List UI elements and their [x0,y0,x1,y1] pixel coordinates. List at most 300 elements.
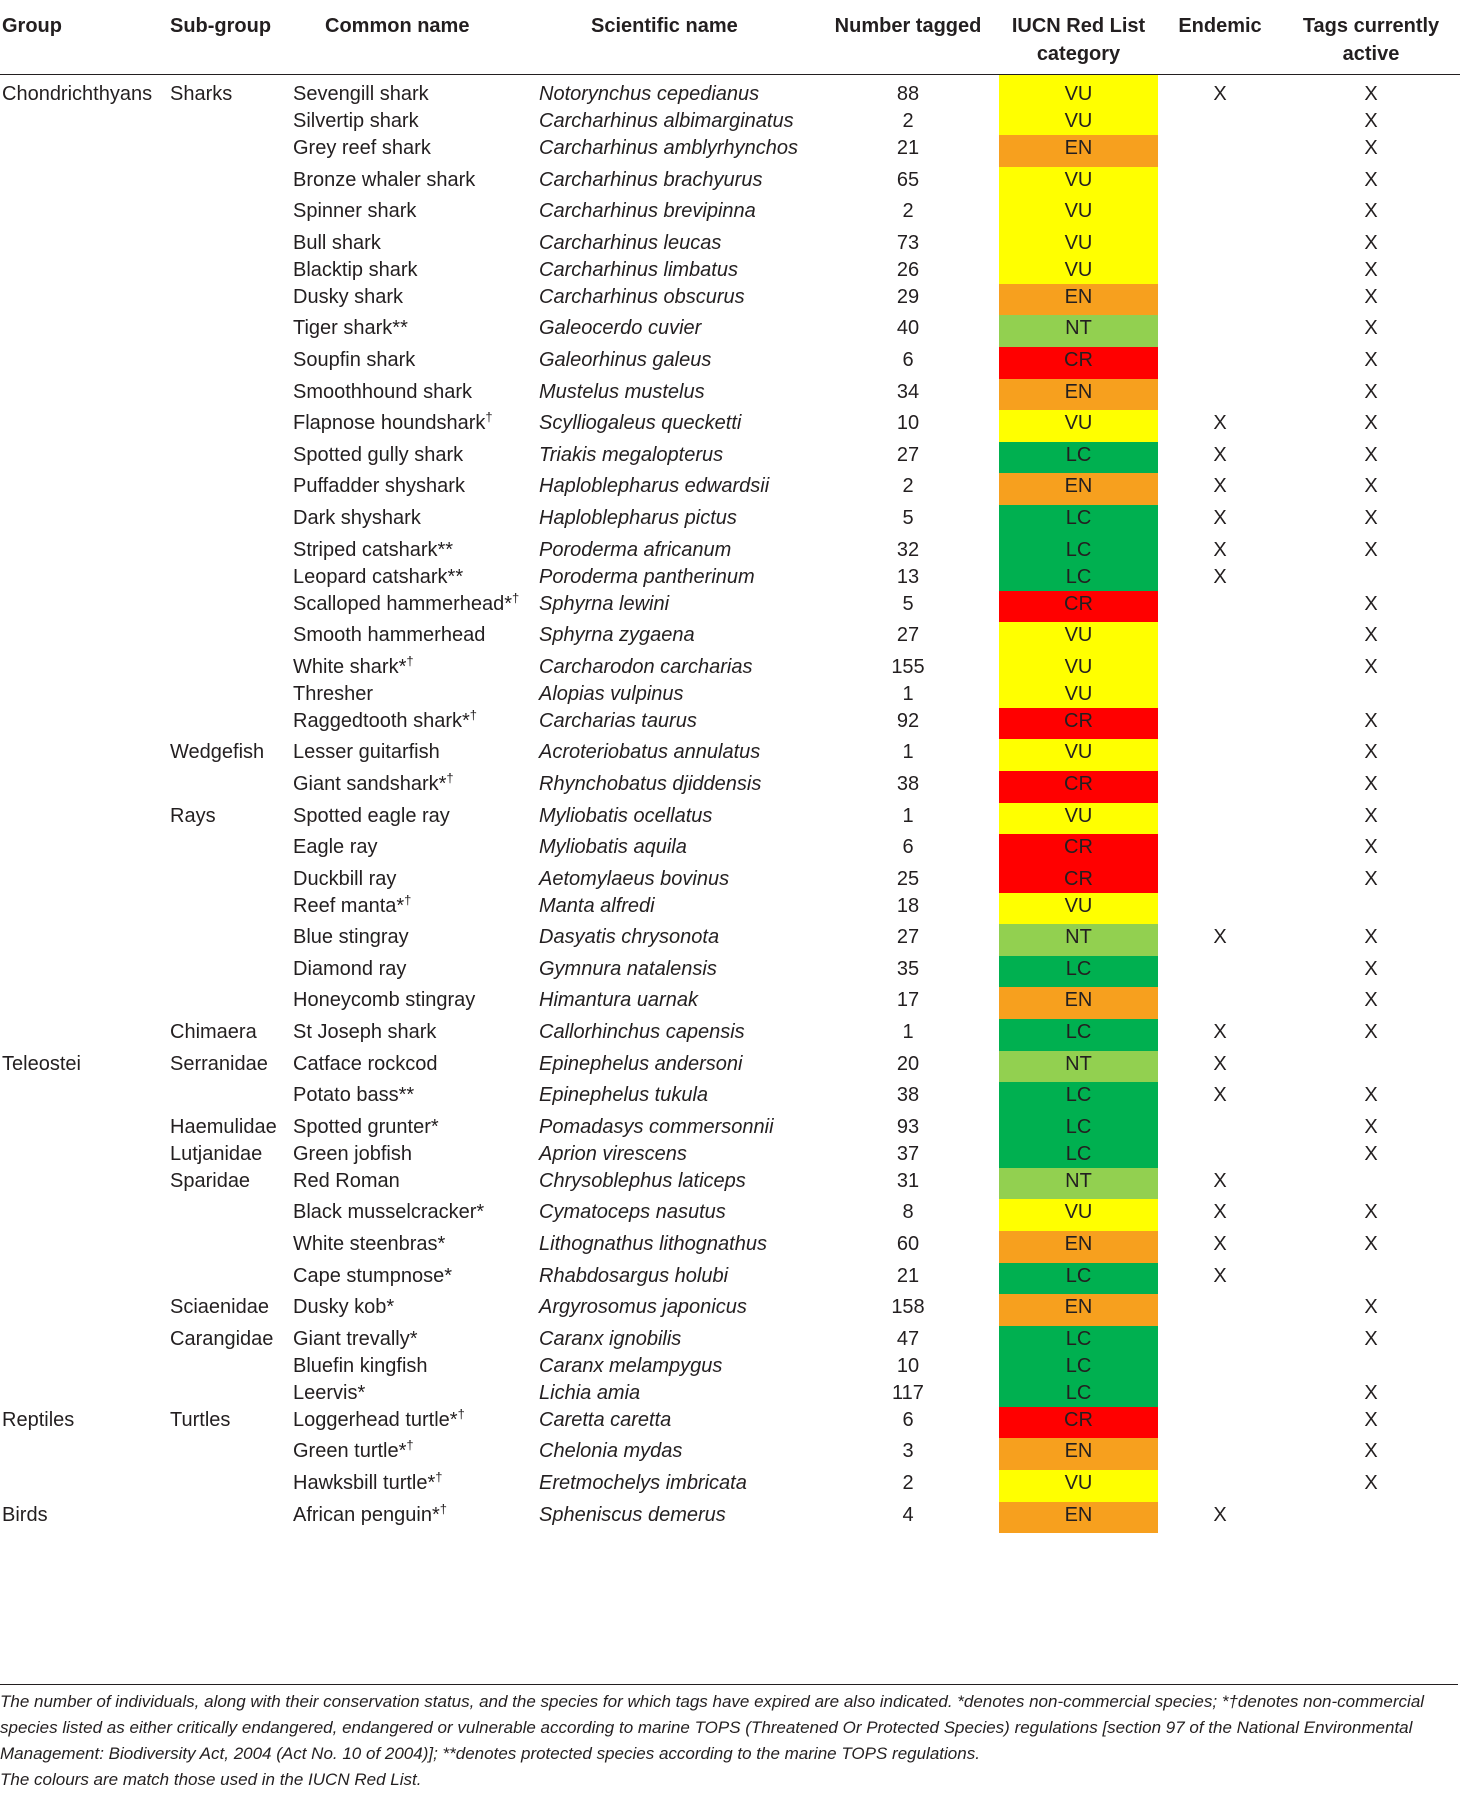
table-row [0,924,1460,956]
group-cell: Birds [2,1503,48,1526]
group-cell [0,834,168,866]
endemic-cell [1158,257,1282,284]
iucn-category-cell: VU [999,230,1158,257]
iucn-category-cell: LC [999,564,1158,591]
common-name-cell: Thresher [293,682,374,705]
table-row [0,1231,1460,1263]
table-row [0,1141,1460,1168]
iucn-category-cell: LC [999,1082,1158,1114]
common-name-cell: Giant trevally* [293,1327,418,1350]
iucn-category-cell: NT [999,924,1158,956]
table-row [0,505,1460,537]
iucn-category-cell: NT [999,1168,1158,1200]
number-tagged-cell: 2 [902,200,914,223]
table-row [0,442,1460,474]
number-tagged-cell: 26 [896,258,920,281]
common-name-cell: Soupfin shark [293,348,416,371]
group-cell [0,1438,168,1470]
tags-active-cell: X [1364,1408,1378,1431]
iucn-category-cell: VU [999,108,1158,135]
group-cell [0,410,168,442]
subgroup-cell [168,347,293,379]
tags-active-cell: X [1364,110,1378,132]
tags-active-cell: X [1364,592,1378,615]
group-cell [0,537,168,564]
group-cell [0,1199,168,1231]
table-row [0,771,1460,803]
common-name-cell: Puffadder shyshark [293,475,465,498]
iucn-category-cell: VU [999,1199,1158,1231]
endemic-cell [1158,108,1282,135]
group-cell [0,442,168,474]
number-tagged-cell: 37 [896,1142,920,1165]
scientific-name-cell: Aprion virescens [539,1142,687,1165]
number-tagged-cell: 10 [896,412,920,435]
number-tagged-cell: 6 [902,1408,914,1431]
endemic-cell [1158,654,1282,681]
common-name-cell: Silvertip shark [293,110,419,132]
subgroup-cell [168,1199,293,1231]
iucn-category-cell: EN [999,473,1158,505]
table-row [0,108,1460,135]
scientific-name-cell: Gymnura natalensis [539,957,717,980]
table-row [0,230,1460,257]
number-tagged-cell: 38 [896,772,920,795]
subgroup-cell [168,284,293,316]
common-name-cell: Tiger shark** [293,317,408,340]
number-tagged-cell: 8 [902,1201,914,1224]
scientific-name-cell: Myliobatis aquila [539,836,687,859]
dagger-mark: † [404,892,412,908]
tags-active-cell: X [1364,412,1378,435]
table-row [0,893,1460,925]
subgroup-cell [168,442,293,474]
group-cell [0,739,168,771]
common-name-cell: Dusky kob* [293,1296,395,1319]
common-name-cell: Dusky shark [293,285,404,308]
iucn-category-cell: NT [999,1051,1158,1083]
group-cell [0,473,168,505]
group-cell [0,1231,168,1263]
scientific-name-cell: Chrysoblephus laticeps [539,1169,746,1192]
iucn-category-cell: LC [999,956,1158,988]
iucn-category-cell: CR [999,591,1158,623]
common-name-cell: White steenbras* [293,1233,446,1256]
subgroup-cell: Rays [170,804,216,827]
number-tagged-cell: 73 [896,231,920,254]
number-tagged-cell: 35 [896,957,920,980]
subgroup-cell [168,1231,293,1263]
common-name-cell: Flapnose houndshark† [293,409,493,435]
group-cell [0,167,168,199]
table-row [0,410,1460,442]
scientific-name-cell: Carcharhinus obscurus [539,285,745,308]
number-tagged-cell: 27 [896,926,920,949]
common-name-cell: Duckbill ray [293,867,397,890]
iucn-category-cell: CR [999,1407,1158,1439]
group-cell [0,1294,168,1326]
number-tagged-cell: 4 [902,1503,914,1526]
scientific-name-cell: Poroderma africanum [539,538,732,561]
tags-active-cell: X [1364,475,1378,498]
group-cell [0,622,168,654]
endemic-cell [1158,230,1282,257]
number-tagged-cell: 60 [896,1233,920,1256]
endemic-cell [1158,834,1282,866]
number-tagged-cell: 47 [896,1327,920,1350]
subgroup-cell [168,505,293,537]
group-cell [0,564,168,591]
group-cell [0,956,168,988]
group-cell [0,654,168,681]
common-name-cell: St Joseph shark [293,1021,437,1044]
endemic-cell [1158,284,1282,316]
group-cell [0,108,168,135]
table-row [0,257,1460,284]
iucn-category-cell: VU [999,257,1158,284]
subgroup-cell: Sparidae [170,1169,251,1192]
tags-active-cell: X [1364,1381,1378,1404]
common-name-cell: Spotted gully shark [293,443,464,466]
table-row [0,622,1460,654]
common-name-cell: Smoothhound shark [293,380,473,403]
endemic-cell [1158,803,1282,835]
number-tagged-cell: 25 [896,867,920,890]
dagger-mark: † [457,1406,465,1422]
scientific-name-cell: Poroderma pantherinum [539,565,755,588]
number-tagged-cell: 2 [902,110,914,132]
endemic-cell: X [1213,926,1227,949]
scientific-name-cell: Haploblepharus pictus [539,506,737,529]
number-tagged-cell: 88 [896,83,920,105]
group-cell [0,257,168,284]
header-endemic: Endemic [1158,0,1282,75]
number-tagged-cell: 1 [902,1021,914,1044]
subgroup-cell [168,987,293,1019]
caption-colour-note: The colours are match those used in the IUCN Red List. [0,1770,422,1789]
scientific-name-cell: Haploblepharus edwardsii [539,475,770,498]
number-tagged-cell: 17 [896,989,920,1012]
tags-active-cell: X [1364,1296,1378,1319]
subgroup-cell: Sciaenidae [170,1296,269,1319]
tags-active-cell: X [1364,317,1378,340]
subgroup-cell [168,924,293,956]
scientific-name-cell: Carcharhinus brachyurus [539,168,763,191]
table-row [0,956,1460,988]
group-cell [0,1168,168,1200]
number-tagged-cell: 10 [896,1354,920,1377]
endemic-cell: X [1213,506,1227,529]
endemic-cell: X [1213,1264,1227,1287]
endemic-cell [1158,1407,1282,1439]
table-row [0,1199,1460,1231]
subgroup-cell [168,473,293,505]
table-row [0,284,1460,316]
iucn-category-cell: EN [999,1294,1158,1326]
subgroup-cell [168,1502,293,1534]
number-tagged-cell: 38 [896,1084,920,1107]
iucn-category-cell: VU [999,1470,1158,1502]
header-subgroup: Sub-group [168,0,293,75]
subgroup-cell [168,379,293,411]
scientific-name-cell: Callorhinchus capensis [539,1021,745,1044]
group-cell [0,230,168,257]
table-row [0,1168,1460,1200]
scientific-name-cell: Himantura uarnak [539,989,698,1012]
scientific-name-cell: Notorynchus cepedianus [539,83,760,105]
table-row [0,1263,1460,1295]
group-cell [0,505,168,537]
scientific-name-cell: Argyrosomus japonicus [539,1296,747,1319]
subgroup-cell [168,834,293,866]
scientific-name-cell: Chelonia mydas [539,1440,683,1463]
subgroup-cell [168,167,293,199]
iucn-category-cell: EN [999,1231,1158,1263]
scientific-name-cell: Dasyatis chrysonota [539,926,720,949]
header-group: Group [0,0,168,75]
table-row [0,1407,1460,1439]
group-cell: Teleostei [2,1052,81,1075]
common-name-cell: Cape stumpnose* [293,1264,452,1287]
header-scientific-name: Scientific name [539,0,817,75]
endemic-cell [1158,135,1282,167]
number-tagged-cell: 3 [902,1440,914,1463]
header-common-name: Common name [293,0,539,75]
common-name-cell: Lesser guitarfish [293,741,440,764]
dagger-mark: † [406,1437,414,1453]
number-tagged-cell: 6 [902,836,914,859]
tags-active-cell: X [1364,200,1378,223]
table-row [0,1326,1460,1353]
number-tagged-cell: 13 [896,565,920,588]
tags-active-cell: X [1364,1233,1378,1256]
endemic-cell [1158,1141,1282,1168]
table-row [0,1114,1460,1141]
subgroup-cell [168,893,293,925]
endemic-cell: X [1213,1169,1227,1192]
scientific-name-cell: Sphyrna lewini [539,592,670,615]
dagger-mark: † [485,409,493,425]
tags-active-cell: X [1364,1021,1378,1044]
endemic-cell [1158,167,1282,199]
iucn-category-cell: EN [999,1502,1158,1534]
number-tagged-cell: 93 [896,1115,920,1138]
common-name-cell: Catface rockcod [293,1052,438,1075]
dagger-mark: † [469,707,478,723]
common-name-cell: Loggerhead turtle*† [293,1406,465,1431]
iucn-category-cell: EN [999,987,1158,1019]
endemic-cell [1158,379,1282,411]
endemic-cell: X [1213,1233,1227,1256]
iucn-category-cell: VU [999,75,1158,109]
tags-active-cell: X [1364,285,1378,308]
tags-active-cell: X [1364,1201,1378,1224]
tags-active-cell [1282,681,1460,708]
number-tagged-cell: 1 [902,682,914,705]
scientific-name-cell: Carcharhinus leucas [539,231,722,254]
endemic-cell [1158,681,1282,708]
subgroup-cell [168,1353,293,1380]
scientific-name-cell: Galeocerdo cuvier [539,317,702,340]
tags-active-cell [1282,1353,1460,1380]
iucn-category-cell: VU [999,739,1158,771]
tags-active-cell: X [1364,1327,1378,1350]
scientific-name-cell: Scylliogaleus quecketti [539,412,742,435]
scientific-name-cell: Alopias vulpinus [539,682,684,705]
group-cell [0,803,168,835]
subgroup-cell: Turtles [170,1408,231,1431]
number-tagged-cell: 6 [902,348,914,371]
number-tagged-cell: 2 [902,1472,914,1494]
common-name-cell: Spotted grunter* [293,1115,439,1138]
tags-active-cell: X [1364,772,1378,795]
common-name-cell: Bluefin kingfish [293,1354,428,1377]
table-row [0,1353,1460,1380]
table-row [0,866,1460,893]
subgroup-cell [168,866,293,893]
number-tagged-cell: 155 [891,655,925,678]
number-tagged-cell: 92 [896,709,920,732]
number-tagged-cell: 1 [902,741,914,764]
common-name-cell: Diamond ray [293,957,407,980]
endemic-cell [1158,1380,1282,1407]
tags-active-cell: X [1364,989,1378,1012]
tags-active-cell: X [1364,957,1378,980]
table-row [0,198,1460,230]
scientific-name-cell: Caranx melampygus [539,1354,723,1377]
common-name-cell: Dark shyshark [293,506,421,529]
group-cell [0,1114,168,1141]
iucn-category-cell: LC [999,505,1158,537]
table-row [0,987,1460,1019]
number-tagged-cell: 27 [896,443,920,466]
subgroup-cell [168,1263,293,1295]
number-tagged-cell: 21 [896,137,920,159]
iucn-category-cell: EN [999,135,1158,167]
subgroup-cell [168,1438,293,1470]
subgroup-cell [168,230,293,257]
table-row [0,1438,1460,1470]
endemic-cell: X [1213,412,1227,435]
common-name-cell: Blue stingray [293,926,409,949]
number-tagged-cell: 5 [902,506,914,529]
iucn-category-cell: LC [999,1019,1158,1051]
endemic-cell [1158,622,1282,654]
iucn-category-cell: VU [999,803,1158,835]
endemic-cell [1158,1438,1282,1470]
group-cell [0,708,168,740]
subgroup-cell [168,708,293,740]
subgroup-cell: Carangidae [170,1327,274,1350]
iucn-category-cell: VU [999,167,1158,199]
group-cell [0,198,168,230]
iucn-category-cell: NT [999,315,1158,347]
group-cell [0,681,168,708]
number-tagged-cell: 2 [902,475,914,498]
endemic-cell [1158,956,1282,988]
iucn-category-cell: LC [999,537,1158,564]
scientific-name-cell: Caretta caretta [539,1408,672,1431]
endemic-cell: X [1213,475,1227,498]
tags-active-cell: X [1364,926,1378,949]
header-iucn-category: IUCN Red List category [999,0,1158,75]
scientific-name-cell: Acroteriobatus annulatus [539,741,761,764]
endemic-cell: X [1213,1201,1227,1224]
tags-active-cell: X [1364,348,1378,371]
group-cell [0,1082,168,1114]
subgroup-cell [168,654,293,681]
group-cell [0,771,168,803]
tags-active-cell: X [1364,1084,1378,1107]
subgroup-cell: Chimaera [170,1021,257,1044]
group-cell [0,135,168,167]
iucn-category-cell: LC [999,442,1158,474]
scientific-name-cell: Carcharhinus brevipinna [539,200,756,223]
number-tagged-cell: 27 [896,624,920,647]
iucn-category-cell: CR [999,708,1158,740]
subgroup-cell [168,622,293,654]
iucn-category-cell: VU [999,681,1158,708]
scientific-name-cell: Caranx ignobilis [539,1327,682,1350]
scientific-name-cell: Myliobatis ocellatus [539,804,713,827]
header-number-tagged: Number tagged [817,0,999,75]
table-row [0,1380,1460,1407]
group-cell [0,866,168,893]
group-cell [0,1353,168,1380]
tags-active-cell: X [1364,741,1378,764]
group-cell [0,924,168,956]
common-name-cell: Grey reef shark [293,137,431,159]
scientific-name-cell: Sphyrna zygaena [539,624,695,647]
iucn-category-cell: CR [999,347,1158,379]
tags-active-cell: X [1364,1142,1378,1165]
iucn-category-cell: LC [999,1141,1158,1168]
scientific-name-cell: Carcharhinus amblyrhynchos [539,137,799,159]
scientific-name-cell: Cymatoceps nasutus [539,1201,726,1224]
endemic-cell [1158,1294,1282,1326]
scientific-name-cell: Epinephelus andersoni [539,1052,743,1075]
iucn-category-cell: VU [999,410,1158,442]
group-cell: Reptiles [2,1408,75,1431]
table-row [0,1082,1460,1114]
endemic-cell [1158,591,1282,623]
group-cell [0,1019,168,1051]
iucn-category-cell: LC [999,1114,1158,1141]
iucn-category-cell: VU [999,198,1158,230]
scientific-name-cell: Lithognathus lithognathus [539,1233,767,1256]
dagger-mark: † [406,653,414,669]
endemic-cell [1158,347,1282,379]
endemic-cell [1158,739,1282,771]
number-tagged-cell: 31 [896,1169,920,1192]
dagger-mark: † [435,1469,443,1485]
iucn-category-cell: EN [999,284,1158,316]
table-row [0,75,1460,109]
tags-active-cell: X [1364,506,1378,529]
subgroup-cell [168,1470,293,1502]
common-name-cell: White shark*† [293,653,414,678]
tags-active-cell [1282,564,1460,591]
scientific-name-cell: Rhynchobatus djiddensis [539,772,762,795]
scientific-name-cell: Triakis megalopterus [539,443,724,466]
scientific-name-cell: Carcharodon carcharias [539,655,753,678]
common-name-cell: Spotted eagle ray [293,804,450,827]
group-cell [0,1470,168,1502]
subgroup-cell [168,591,293,623]
tags-active-cell [1282,1502,1460,1534]
number-tagged-cell: 5 [902,592,914,615]
table-row [0,135,1460,167]
